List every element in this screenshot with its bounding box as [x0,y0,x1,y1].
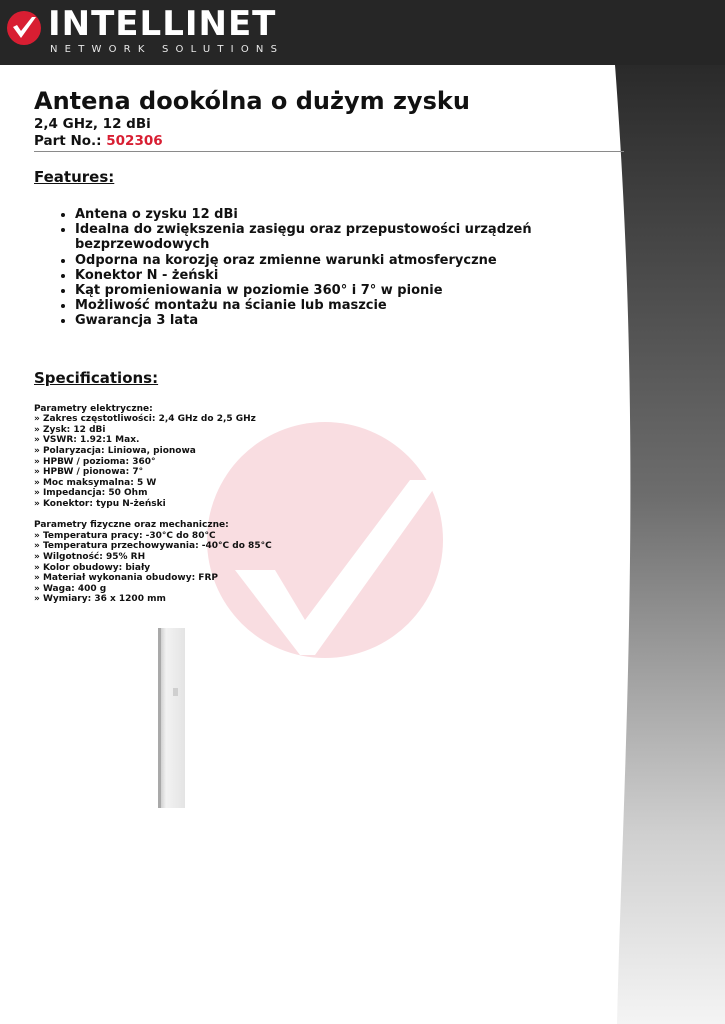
features-heading: Features: [34,168,115,186]
spec-line: » Konektor: typu N-żeński [34,498,166,509]
checkmark-circle-icon [6,10,42,46]
spec-line: » Polaryzacja: Liniowa, pionowa [34,446,196,456]
product-image [155,628,187,808]
brand-tagline: NETWORK SOLUTIONS [50,44,285,55]
part-number-label: Part No.: [34,133,102,149]
feature-item: • Idealna do zwiększenia zasięgu oraz przepustowości urządzeń bezprzewodowych [75,222,624,252]
feature-item: • Antena o zysku 12 dBi [75,207,624,222]
side-gradient-decoration [615,65,725,1024]
spec-line: » HPBW / pionowa: 7° [34,467,144,478]
spec-line: » Temperatura przechowywania: -40°C do 85°C [34,541,272,552]
features-list [34,207,624,329]
part-number-value: 502306 [106,133,163,149]
spec-group-electrical [34,404,624,510]
spec-line: » Waga: 400 g [34,583,107,594]
spec-line: » Moc maksymalna: 5 W [34,477,157,488]
specifications-block [34,404,624,605]
spec-line: » Wymiary: 36 x 1200 mm [34,594,166,605]
spec-line: » VSWR: 1.92:1 Max. [34,435,140,446]
page-title: Antena dookólna o dużym zysku [34,87,470,115]
spec-group-title: Parametry fizyczne oraz mechaniczne: [34,520,229,531]
feature-item: • Kąt promieniowania w poziomie 360° i 7° w pionie [75,283,624,298]
header-bar [0,0,725,65]
spec-line: » Impedancja: 50 Ohm [34,488,148,499]
feature-item: • Gwarancja 3 lata [75,313,624,328]
part-number-line [34,133,624,150]
main-content [34,86,624,616]
spec-line: » Materiał wykonania obudowy: FRP [34,573,218,584]
spec-line: » Kolor obudowy: biały [34,562,151,573]
feature-item: • Odporna na korozję oraz zmienne warunki atmosferyczne [75,253,624,268]
spec-group-physical [34,520,624,605]
spec-line: » Zysk: 12 dBi [34,424,106,435]
spec-line: » Temperatura pracy: -30°C do 80°C [34,530,216,541]
specifications-heading: Specifications: [34,368,159,387]
feature-item: • Konektor N - żeński [75,268,624,283]
brand-logo-text: INTELLINET [48,4,277,44]
product-subtitle: 2,4 GHz, 12 dBi [34,116,151,132]
spec-group-title: Parametry elektryczne: [34,403,153,414]
spec-line: » Zakres częstotliwości: 2,4 GHz do 2,5 GHz [34,414,256,425]
feature-item: • Możliwość montażu na ścianie lub maszcie [75,298,624,313]
divider [34,151,624,152]
spec-line: » HPBW / pozioma: 360° [34,456,156,467]
spec-line: » Wilgotność: 95% RH [34,551,146,562]
